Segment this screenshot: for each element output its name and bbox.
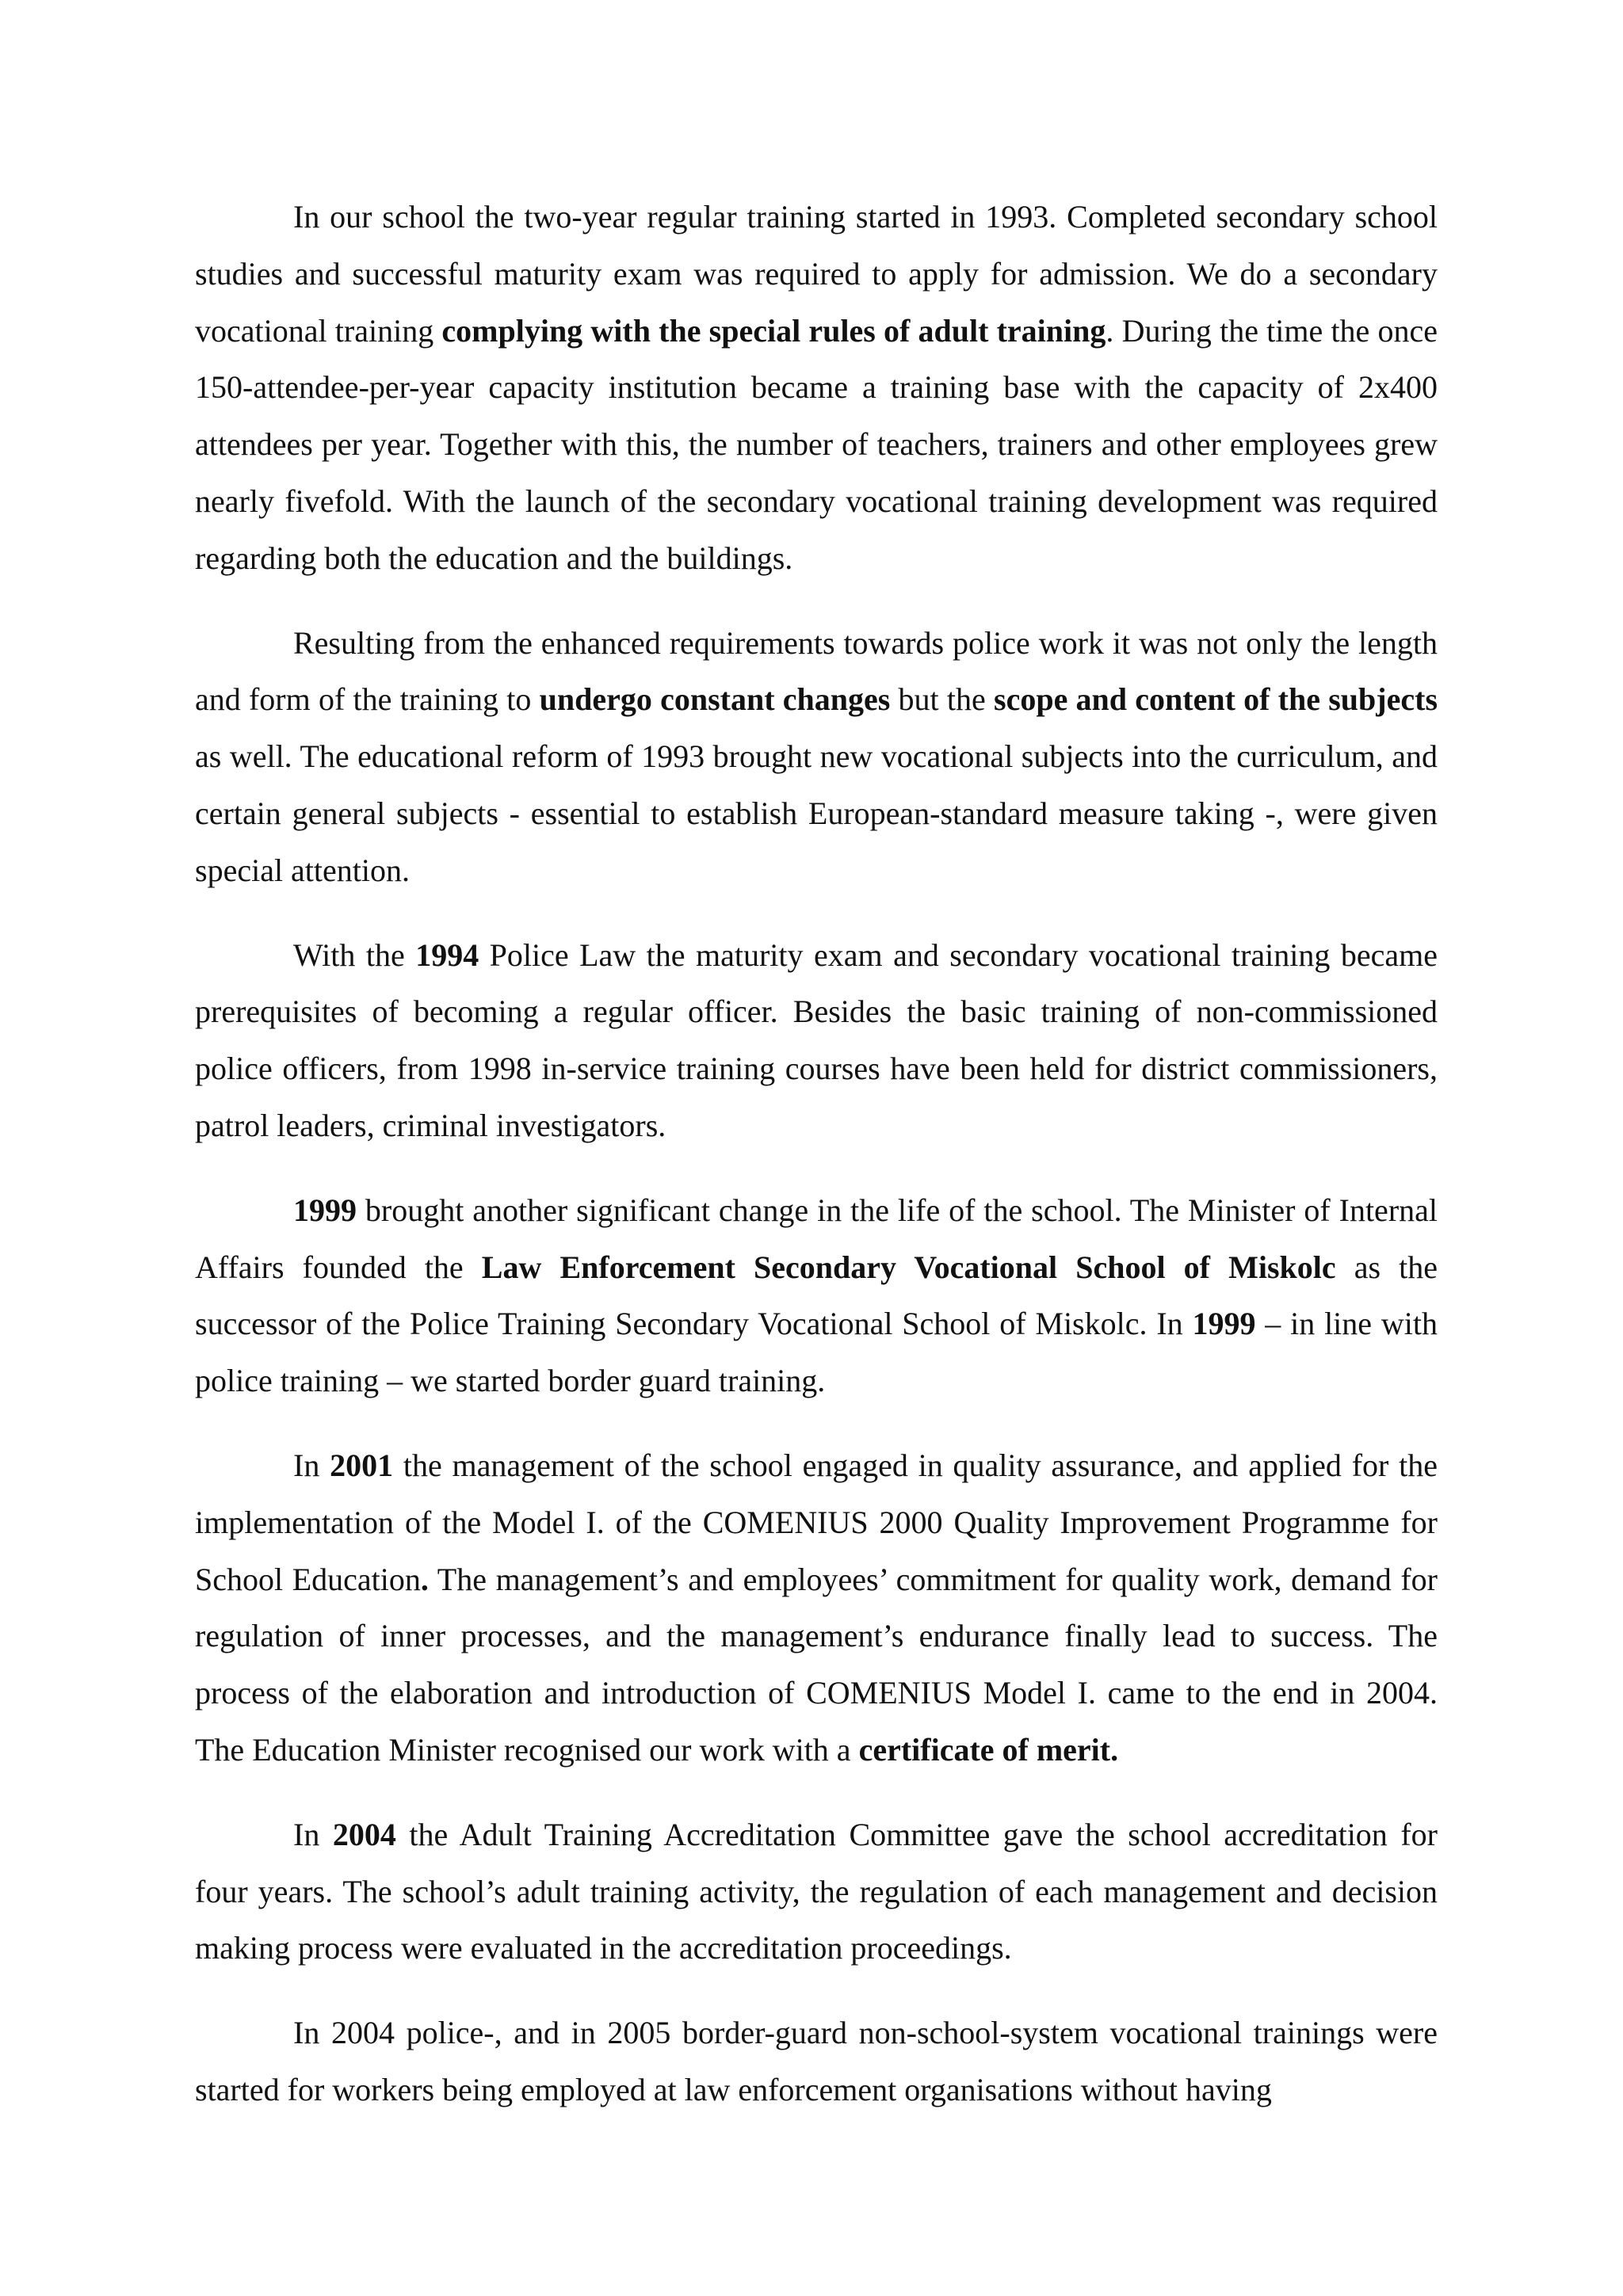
bold-text: 1999 [293,1192,357,1228]
paragraph-3 [195,927,1438,1154]
text-segment: as well. The educational reform of 1993 brought new vocational subjects into the curriculum, and certain general subjects - essential to establish European-standard measure taking -, were given special attention. [195,738,1438,888]
body-text [195,189,1438,2119]
text-segment: the management of the school engaged in quality assurance, and applied for the implementation of the Model I. of the COMENIUS 2000 Quality Improvement Programme for School Education [195,1447,1438,1597]
text-segment: The management’s and employees’ commitment for quality work, demand for regulation of inner processes, and the management’s endurance finally lead to success. The process of the elaboration and introduction of COMENIUS Model I. came to the end in 2004. The Education Minister recognised our work with a [195,1561,1438,1768]
text-segment: In [293,1816,333,1852]
bold-text: . [420,1561,429,1597]
text-segment: In 2004 police-, and in 2005 border-guard non-school-system vocational trainings were started for workers being employed at law enforcement organisations without having [195,2015,1438,2107]
bold-text: scope and content of the subjects [994,681,1438,718]
text-segment: brought another significant change in the life of the school. The Minister of Internal Affairs founded the [195,1192,1438,1285]
text-segment: In our school the two-year regular training started in 1993. Completed secondary school studies and successful maturity exam was required to apply for admission. We do a secondary vocational training [195,199,1438,349]
bold-text: undergo constant changes [539,681,891,718]
text-segment: – in line with police training – we started border guard training. [195,1306,1438,1399]
bold-text: complying with the special rules of adult training [441,312,1106,349]
text-segment: With the [293,936,416,973]
text-segment: as the successor of the Police Training Secondary Vocational School of Miskolc. In [195,1249,1438,1342]
bold-text: 2004 [332,1816,396,1852]
text-segment: . During the time the once 150-attendee-per-year capacity institution became a training base with the capacity of 2x400 attendees per year. Together with this, the number of teachers, trainers and other employees grew nearly fivefold. With the launch of the secondary vocational training development was required regarding both the education and the buildings. [195,312,1438,576]
paragraph-1 [195,189,1438,587]
text-segment: the Adult Training Accreditation Committee gave the school accreditation for four years. The school’s adult training activity, the regulation of each management and decision making process were evaluated in the accreditation proceedings. [195,1816,1438,1966]
bold-text: certificate of merit. [858,1731,1119,1768]
paragraph-7 [195,2004,1438,2119]
text-segment: Police Law the maturity exam and secondary vocational training became prerequisites of becoming a regular officer. Besides the basic training of non-commissioned police officers, from 1998 in-service training courses have been held for district commissioners, patrol leaders, criminal investigators. [195,936,1438,1143]
paragraph-4 [195,1182,1438,1409]
bold-text: 1999 [1192,1306,1256,1342]
bold-text: 1994 [415,936,479,973]
bold-text: 2001 [330,1447,394,1483]
paragraph-5 [195,1437,1438,1779]
text-segment: Resulting from the enhanced requirements towards police work it was not only the length and form of the training to [195,624,1438,718]
text-segment: but the [890,681,994,718]
paragraph-6 [195,1806,1438,1977]
bold-text: Law Enforcement Secondary Vocational School of Miskolc [481,1249,1336,1285]
paragraph-2 [195,615,1438,899]
text-segment: In [293,1447,330,1483]
